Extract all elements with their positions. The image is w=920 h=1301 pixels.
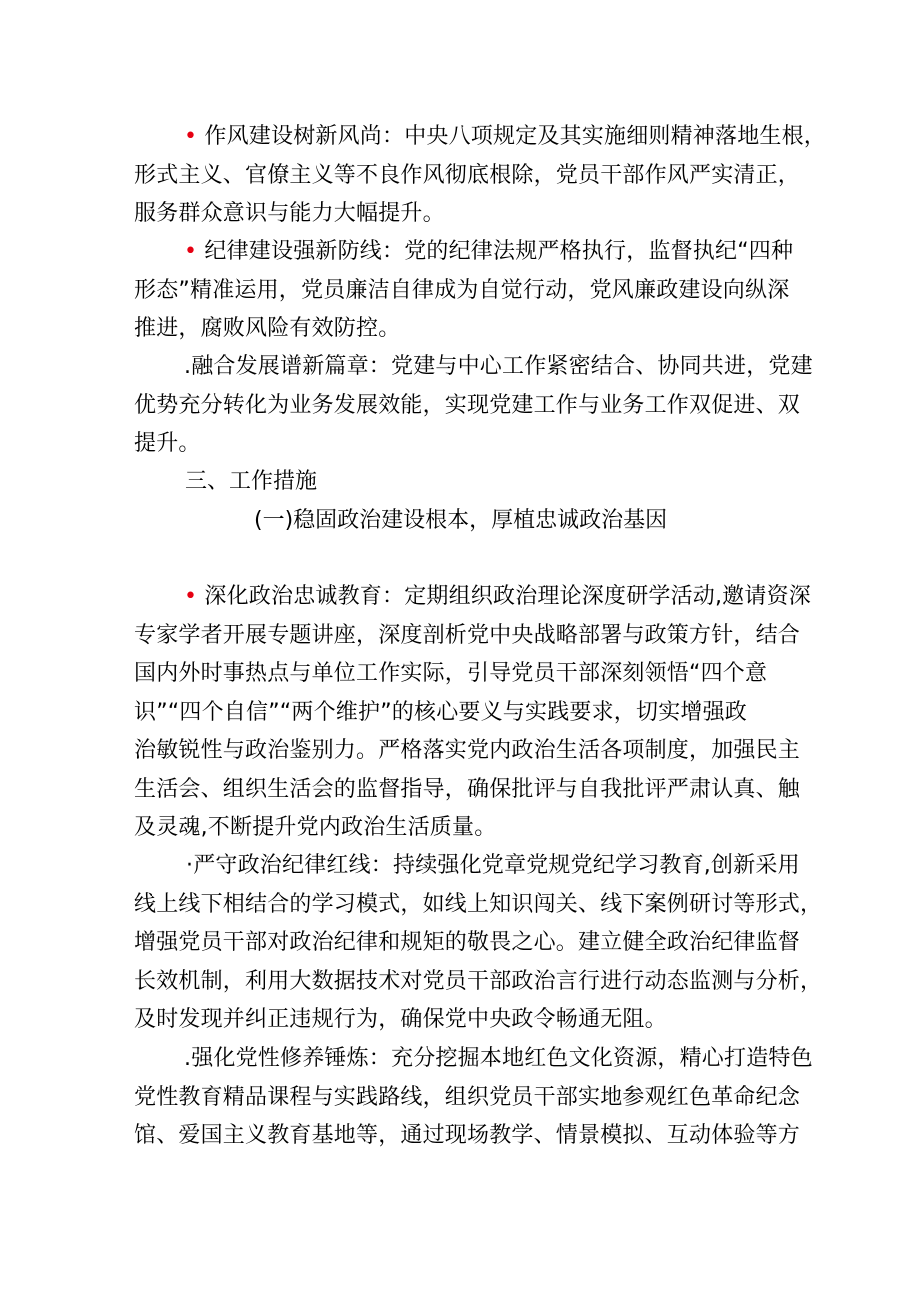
measure-political-discipline	[134, 847, 823, 1040]
paragraph-discipline-building	[134, 233, 809, 349]
paragraph-line: 强化党性修养锤炼：充分挖掘本地红色文化资源，精心打造特色	[191, 1046, 813, 1071]
paragraph-line: 线上线下相结合的学习模式，如线上知识闯关、线下案例研讨等形式，	[134, 891, 823, 917]
bullet-marker: .	[184, 1046, 192, 1071]
paragraph-line: 作风建设树新风尚：中央八项规定及其实施细则精神落地生根，	[204, 124, 826, 149]
paragraph-line: 服务群众意识与能力大幅提升。	[134, 201, 445, 226]
paragraph-line: 馆、爱国主义教育基地等，通过现场教学、情景模拟、互动体验等方	[134, 1123, 801, 1148]
bullet-marker: •	[184, 239, 198, 264]
paragraph-line: 长效机制，利用大数据技术对党员干部政治言行进行动态监测与分析，	[134, 968, 823, 994]
paragraph-line: 融合发展谱新篇章：党建与中心工作紧密结合、协同共进，党建	[191, 354, 813, 379]
paragraph-line: 严守政治纪律红线：持续强化党章党规党纪学习教育,创新采用	[193, 853, 800, 878]
paragraph-line: 党性教育精品课程与实践路线，组织党员干部实地参观红色革命纪念	[134, 1084, 801, 1110]
paragraph-line: 推进，腐败风险有效防控。	[134, 316, 401, 341]
paragraph-line: 专家学者开展专题讲座，深度剖析党中央战略部署与政策方针，结合	[134, 622, 801, 648]
paragraph-line: 治敏锐性与政治鉴别力。严格落实党内政治生活各项制度，加强民主	[134, 738, 801, 763]
measure-political-loyalty-education	[134, 578, 809, 848]
paragraph-line: 深化政治忠诚教育：定期组织政治理论深度研学活动,邀请资深	[204, 584, 811, 609]
paragraph-line: 形态”精准运用，党员廉洁自律成为自觉行动，党风廉政建设向纵深	[134, 277, 790, 303]
bullet-marker: •	[184, 124, 198, 149]
paragraph-line: 生活会、组织生活会的监督指导，确保批评与自我批评严肃认真、触	[134, 776, 801, 802]
paragraph-integrated-development	[134, 348, 813, 464]
paragraph-line: 国内外时事热点与单位工作实际，引导党员干部深刻领悟“四个意	[134, 661, 768, 686]
paragraph-line: 纪律建设强新防线：党的纪律法规严格执行，监督执纪“四种	[204, 239, 794, 264]
paragraph-line: 及时发现并纠正违规行为，确保党中央政令畅通无阻。	[134, 1007, 667, 1032]
measure-party-spirit-cultivation	[134, 1040, 813, 1156]
bullet-marker: .	[184, 354, 192, 379]
bullet-marker: •	[184, 584, 198, 609]
paragraph-line: 优势充分转化为业务发展效能，实现党建工作与业务工作双促进、双	[134, 392, 801, 418]
paragraph-line: 提升。	[134, 431, 201, 456]
subsection-heading: (一)稳固政治建设根本，厚植忠诚政治基因	[254, 508, 668, 533]
paragraph-style-building	[134, 118, 826, 234]
bullet-marker: ·	[186, 853, 194, 878]
section-heading: 三、工作措施	[185, 469, 318, 494]
paragraph-line: 形式主义、官僚主义等不良作风彻底根除，党员干部作风严实清正，	[134, 162, 801, 188]
paragraph-line: 增强党员干部对政治纪律和规矩的敬畏之心。建立健全政治纪律监督	[134, 930, 801, 955]
paragraph-line: 及灵魂,不断提升党内政治生活质量。	[134, 815, 497, 840]
paragraph-line: 识”“四个自信”“两个维护”的核心要义与实践要求，切实增强政	[134, 699, 747, 725]
